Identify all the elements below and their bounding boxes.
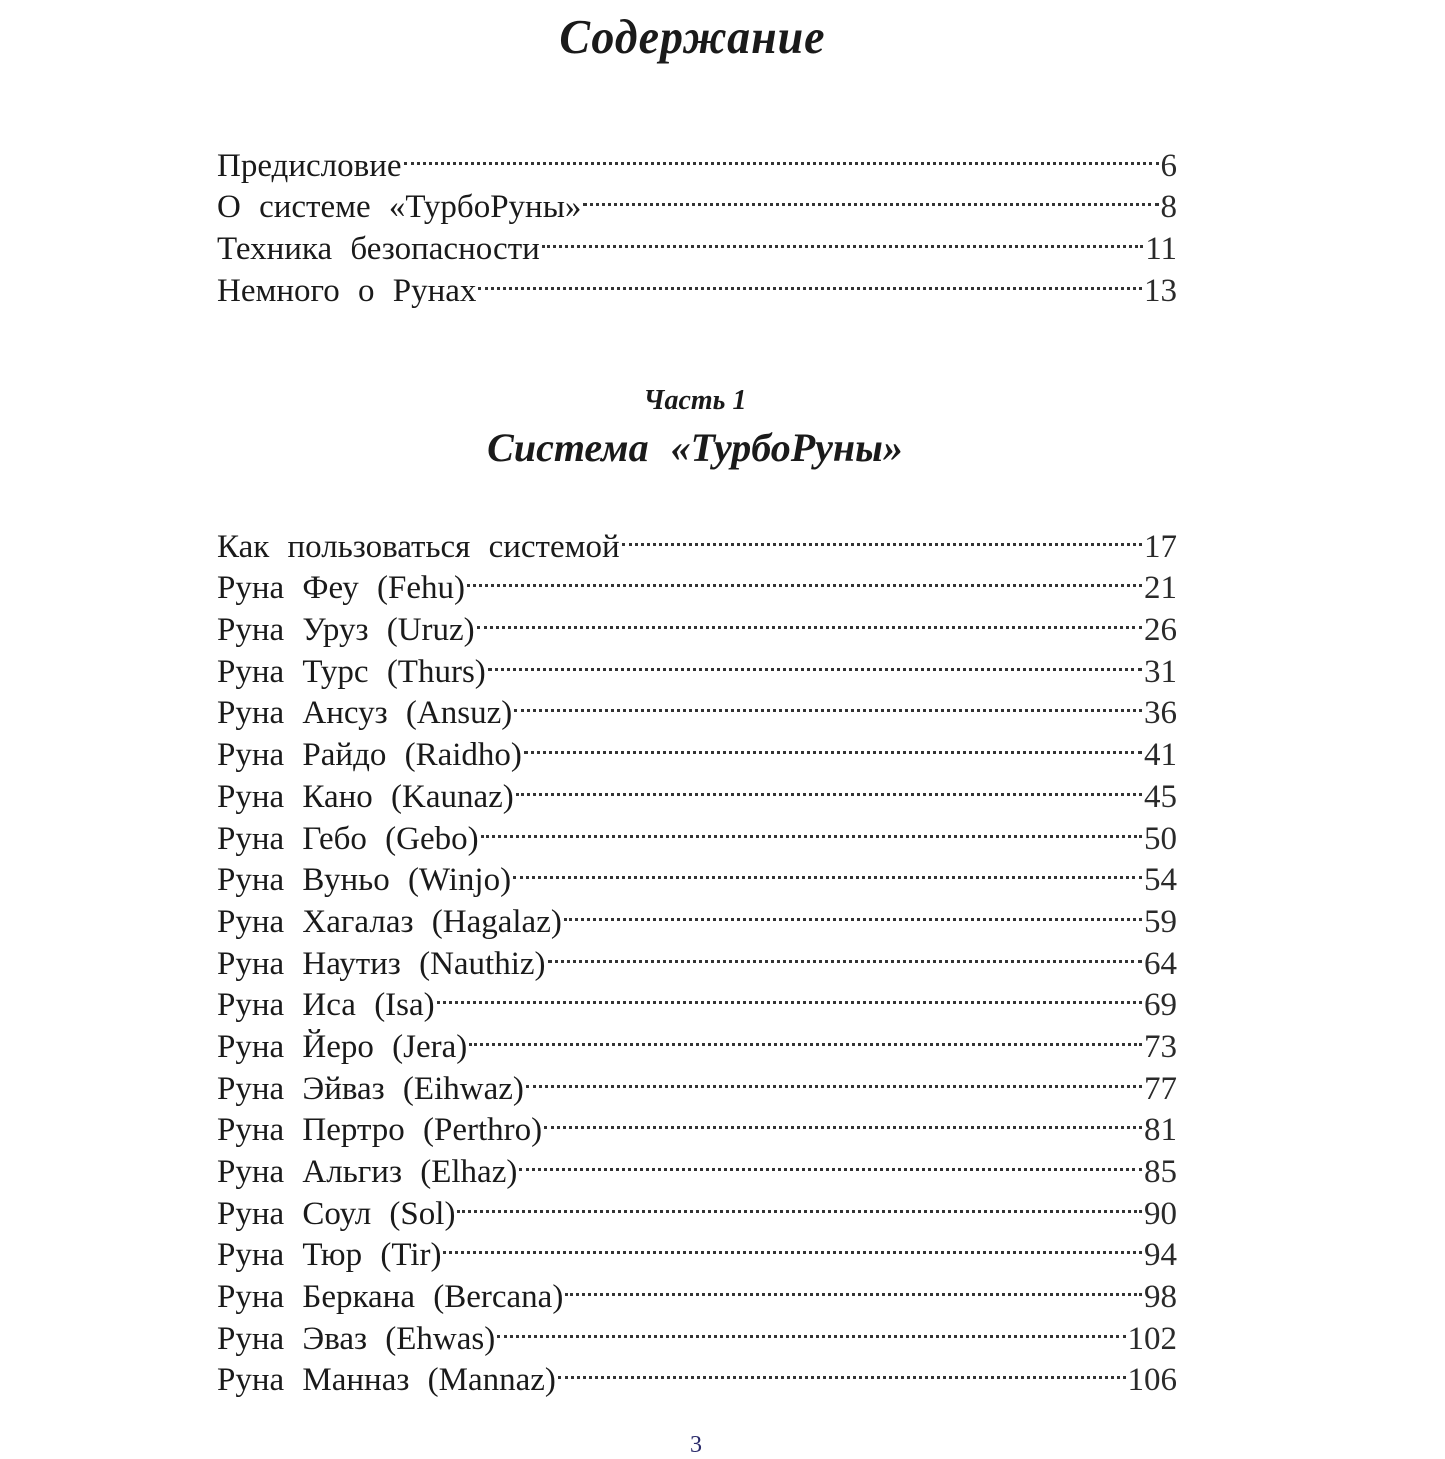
toc-entry-page: 11 [1145,231,1177,268]
toc-entry-title: Руна Тюр (Tir) [217,1237,442,1274]
toc-entry-title: Руна Хагалаз (Hagalaz) [217,903,562,940]
page-title: Содержание [559,9,826,64]
dot-leader [558,1349,1126,1391]
dot-leader [467,557,1142,599]
toc-entry-page: 45 [1144,778,1177,815]
toc-entry-title: Руна Пертро (Perthro) [217,1112,543,1149]
dot-leader [443,1224,1142,1266]
toc-entry-title: Техника безопасности [217,231,540,268]
part-label: Часть 1 [643,385,747,416]
toc-entry-page: 8 [1160,189,1177,226]
toc-entry-page: 13 [1144,272,1177,309]
dot-leader [469,1015,1142,1057]
toc-entry[interactable] [217,134,1177,184]
toc-entry-page: 26 [1144,612,1177,649]
toc-entry-page: 36 [1144,695,1177,732]
dot-leader [437,974,1142,1016]
toc-entry-page: 64 [1144,945,1177,982]
toc-entry-page: 85 [1144,1154,1177,1190]
dot-leader [548,932,1142,974]
dot-leader [457,1182,1142,1224]
dot-leader [583,176,1158,218]
toc-entry[interactable] [217,515,1177,565]
toc-entry-title: О системе «ТурбоРуны» [217,189,582,226]
toc-entry-title: Руна Манназ (Mannaz) [217,1362,556,1399]
dot-leader [488,640,1142,682]
toc-entry-title: Руна Йеро (Jera) [217,1028,468,1065]
toc-entry-title: Предисловие [217,147,402,184]
dot-leader [526,1057,1142,1099]
toc-entry-page: 59 [1144,903,1177,940]
toc-part1-list [217,515,1177,1399]
toc-entry-title: Руна Иса (Isa) [217,987,435,1024]
dot-leader [564,890,1142,932]
toc-entry-title: Руна Ансуз (Ansuz) [217,695,513,732]
dot-leader [478,259,1142,301]
toc-entry-page: 41 [1144,737,1177,774]
toc-entry-page: 77 [1144,1070,1177,1107]
dot-leader [516,765,1142,807]
dot-leader [622,515,1142,557]
toc-entry-title: Немного о Рунах [217,272,477,309]
toc-entry-title: Руна Феу (Fehu) [217,570,466,607]
toc-entry-title: Руна Райдо (Raidho) [217,737,522,774]
toc-entry-page: 98 [1144,1279,1177,1316]
dot-leader [514,682,1142,724]
toc-entry-page: 94 [1144,1237,1177,1274]
dot-leader [404,134,1159,176]
toc-entry-title: Руна Турс (Thurs) [217,653,486,690]
toc-entry-page: 31 [1144,653,1177,690]
dot-leader [481,807,1142,849]
part-title: Система «ТурбоРуны» [487,425,903,470]
toc-entry-title: Руна Эваз (Ehwas) [217,1320,496,1357]
dot-leader [544,1099,1142,1141]
toc-entry-page: 69 [1144,987,1177,1024]
toc-entry-title: Как пользоваться системой [217,528,620,565]
toc-entry-page: 6 [1160,147,1177,184]
dot-leader [519,1140,1142,1182]
toc-entry-title: Руна Гебо (Gebo) [217,820,479,857]
toc-entry-title: Руна Беркана (Bercana) [217,1279,564,1316]
toc-entry-page: 54 [1144,862,1177,899]
toc-entry-title: Руна Соул (Sol) [217,1195,456,1232]
toc-entry-page: 106 [1127,1362,1177,1399]
toc-entry-page: 90 [1144,1195,1177,1232]
toc-entry-title: Руна Кано (Kaunaz) [217,778,514,815]
toc-entry-page: 102 [1127,1320,1177,1357]
toc-entry-title: Руна Наутиз (Nauthiz) [217,945,546,982]
dot-leader [513,849,1142,891]
dot-leader [477,598,1142,640]
toc-entry-title: Руна Альгиз (Elhaz) [217,1154,518,1190]
dot-leader [497,1307,1125,1349]
toc-entry-title: Руна Уруз (Uruz) [217,612,475,649]
toc-entry-page: 17 [1144,528,1177,565]
toc-entry-page: 73 [1144,1028,1177,1065]
toc-entry-title: Руна Эйваз (Eihwaz) [217,1070,524,1107]
toc-intro-list [217,134,1177,309]
page-number: 3 [690,1432,702,1458]
toc-entry-title: Руна Вуньо (Winjo) [217,862,512,899]
dot-leader [542,217,1143,259]
toc-entry-page: 81 [1144,1112,1177,1149]
toc-entry-page: 21 [1144,570,1177,607]
toc-entry-page: 50 [1144,820,1177,857]
dot-leader [565,1265,1142,1307]
dot-leader [524,723,1142,765]
